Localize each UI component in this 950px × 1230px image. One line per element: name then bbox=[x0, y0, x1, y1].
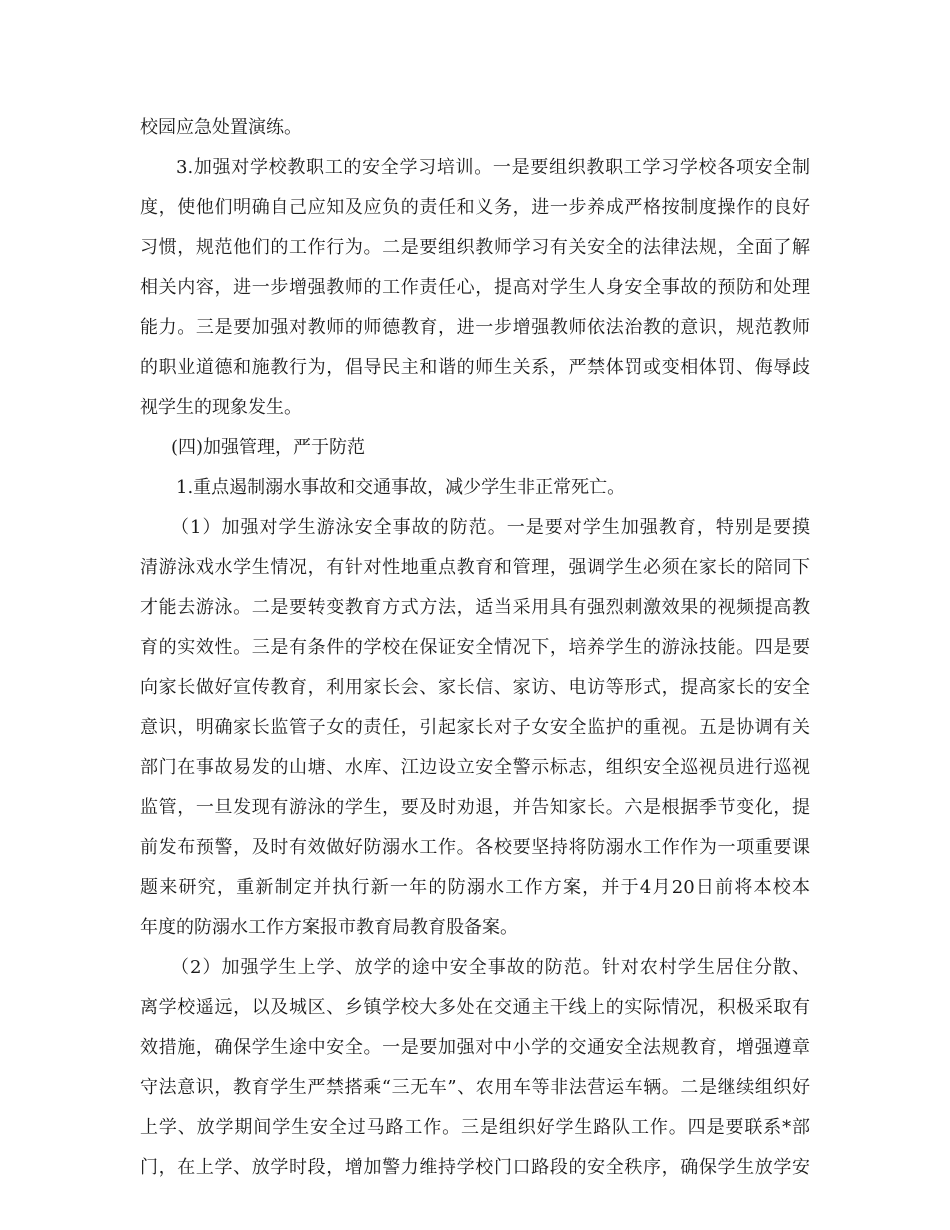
text-line: 部门在事故易发的山塘、水库、江边设立安全警示标志，组织安全巡视员进行巡视 bbox=[140, 757, 810, 778]
text-line: 育的实效性。三是有条件的学校在保证安全情况下，培养学生的游泳技能。四是要 bbox=[140, 637, 810, 658]
text-line: 守法意识，教育学生严禁搭乘“三无车”、农用车等非法营运车辆。二是继续组织好 bbox=[140, 1077, 810, 1098]
text-line: 的职业道德和施教行为，倡导民主和谐的师生关系，严禁体罚或变相体罚、侮辱歧 bbox=[140, 357, 810, 378]
text-line: 清游泳戏水学生情况，有针对性地重点教育和管理，强调学生必须在家长的陪同下 bbox=[140, 557, 810, 578]
subsection-heading: 1.重点遏制溺水事故和交通事故，减少学生非正常死亡。 bbox=[176, 477, 626, 498]
text-line: 校园应急处置演练。 bbox=[140, 117, 302, 138]
text-line: 意识，明确家长监管子女的责任，引起家长对子女安全监护的重视。五是协调有关 bbox=[140, 717, 810, 738]
text-line: 离学校遥远，以及城区、乡镇学校大多处在交通主干线上的实际情况，积极采取有 bbox=[140, 997, 810, 1018]
text-line: 习惯，规范他们的工作行为。二是要组织教师学习有关安全的法律法规，全面了解 bbox=[140, 237, 810, 258]
text-line: 向家长做好宣传教育，利用家长会、家长信、家访、电访等形式，提高家长的安全 bbox=[140, 677, 810, 698]
text-line: （1）加强对学生游泳安全事故的防范。一是要对学生加强教育，特别是要摸 bbox=[171, 517, 810, 538]
text-line: （2）加强学生上学、放学的途中安全事故的防范。针对农村学生居住分散、 bbox=[171, 957, 810, 978]
text-line: 门，在上学、放学时段，增加警力维持学校门口路段的安全秩序，确保学生放学安 bbox=[140, 1157, 810, 1178]
text-line: 视学生的现象发生。 bbox=[140, 397, 302, 418]
text-line: 前发布预警，及时有效做好防溺水工作。各校要坚持将防溺水工作作为一项重要课 bbox=[140, 837, 810, 858]
text-line: 相关内容，进一步增强教师的工作责任心，提高对学生人身安全事故的预防和处理 bbox=[140, 277, 810, 298]
text-line: 能力。三是要加强对教师的师德教育，进一步增强教师依法治教的意识，规范教师 bbox=[140, 317, 810, 338]
text-line: 年度的防溺水工作方案报市教育局教育股备案。 bbox=[140, 917, 518, 938]
text-line: 上学、放学期间学生安全过马路工作。三是组织好学生路队工作。四是要联系*部 bbox=[140, 1117, 810, 1138]
text-line: 监管，一旦发现有游泳的学生，要及时劝退，并告知家长。六是根据季节变化，提 bbox=[140, 797, 810, 818]
section-heading: (四)加强管理，严于防范 bbox=[171, 437, 366, 458]
text-line: 效措施，确保学生途中安全。一是要加强对中小学的交通安全法规教育，增强遵章 bbox=[140, 1037, 810, 1058]
text-line: 3.加强对学校教职工的安全学习培训。一是要组织教职工学习学校各项安全制 bbox=[176, 157, 810, 178]
text-line: 才能去游泳。二是要转变教育方式方法，适当采用具有强烈刺激效果的视频提高教 bbox=[140, 597, 810, 618]
text-line: 度，使他们明确自己应知及应负的责任和义务，进一步养成严格按制度操作的良好 bbox=[140, 197, 810, 218]
text-line: 题来研究，重新制定并执行新一年的防溺水工作方案，并于4月20日前将本校本 bbox=[140, 877, 810, 898]
